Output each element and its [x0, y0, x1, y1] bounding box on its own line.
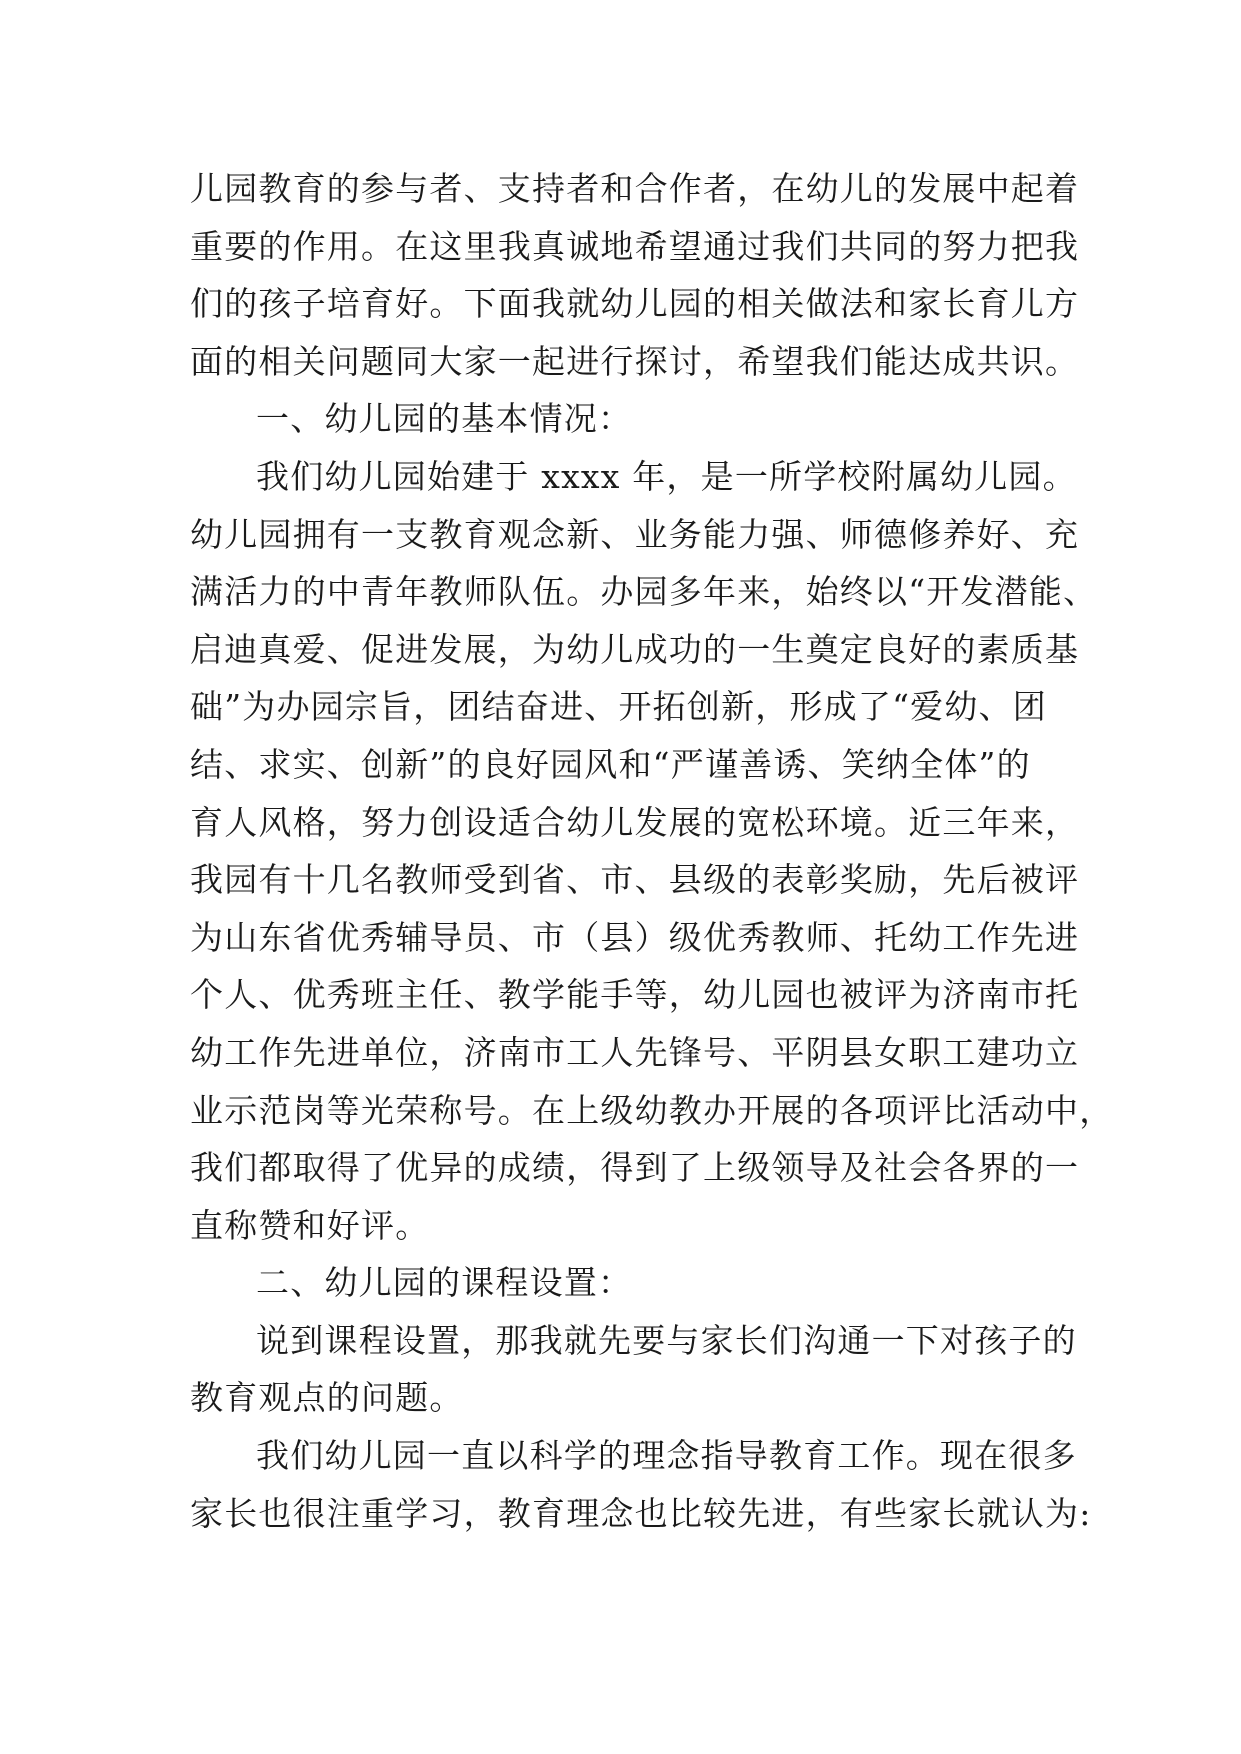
text-line: 我们幼儿园始建于 xxxx 年，是一所学校附属幼儿园。 — [256, 456, 1077, 496]
text-line: 幼工作先进单位，济南市工人先锋号、平阴县女职工建功立 — [190, 1032, 1080, 1072]
text-line: 儿园教育的参与者、支持者和合作者，在幼儿的发展中起着 — [190, 169, 1080, 208]
text-line: 业示范岗等光荣称号。在上级幼教办开展的各项评比活动中， — [190, 1090, 1114, 1130]
text-line: 我们都取得了优异的成绩，得到了上级领导及社会各界的一 — [190, 1148, 1080, 1188]
text-line: 说到课程设置，那我就先要与家长们沟通一下对孩子的 — [256, 1320, 1077, 1360]
text-line: 我们幼儿园一直以科学的理念指导教育工作。现在很多 — [256, 1436, 1077, 1476]
text-line: 一、幼儿园的基本情况： — [256, 399, 633, 439]
text-line: 为山东省优秀辅导员、市（县）级优秀教师、托幼工作先进 — [190, 917, 1080, 957]
text-line: 幼儿园拥有一支教育观念新、业务能力强、师德修养好、充 — [190, 514, 1080, 554]
text-line: 家长也很注重学习，教育理念也比较先进，有些家长就认为: — [190, 1493, 1092, 1533]
text-line: 们的孩子培育好。下面我就幼儿园的相关做法和家长育儿方 — [190, 284, 1080, 324]
text-line: 直称赞和好评。 — [190, 1205, 430, 1245]
document-body — [190, 160, 1114, 1542]
text-line: 教育观点的问题。 — [190, 1378, 464, 1418]
text-line: 二、幼儿园的课程设置： — [256, 1263, 633, 1303]
text-line: 结、求实、创新”的良好园风和“严谨善诱、笑纳全体”的 — [190, 744, 1031, 784]
text-line: 满活力的中青年教师队伍。办园多年来，始终以“开发潜能、 — [190, 572, 1098, 612]
text-line: 育人风格，努力创设适合幼儿发展的宽松环境。近三年来， — [190, 802, 1080, 842]
text-line: 个人、优秀班主任、教学能手等，幼儿园也被评为济南市托 — [190, 975, 1080, 1015]
text-line: 础”为办园宗旨，团结奋进、开拓创新，形成了“爱幼、团 — [190, 687, 1047, 727]
text-line: 启迪真爱、促进发展，为幼儿成功的一生奠定良好的素质基 — [190, 629, 1080, 669]
text-line: 重要的作用。在这里我真诚地希望通过我们共同的努力把我 — [190, 226, 1080, 266]
text-line: 面的相关问题同大家一起进行探讨，希望我们能达成共识。 — [190, 341, 1080, 381]
text-line: 我园有十几名教师受到省、市、县级的表彰奖励，先后被评 — [190, 860, 1080, 900]
